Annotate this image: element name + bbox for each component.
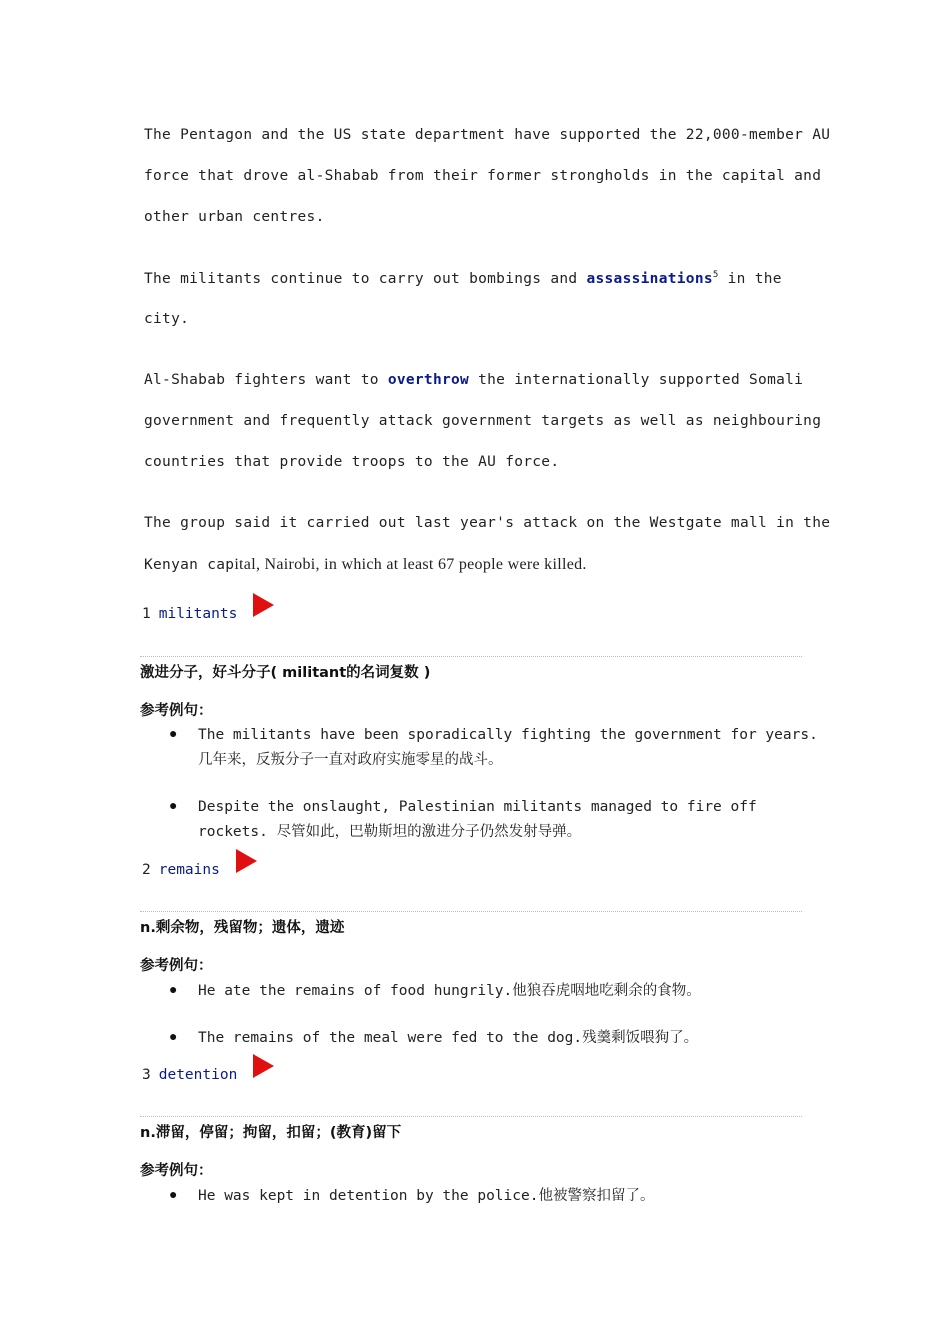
play-icon[interactable] [236, 849, 257, 873]
paragraph-line: city. [144, 311, 190, 327]
keyword-text: assassinations [586, 270, 713, 287]
example-zh: 几年来，反叛分子一直对政府实施零星的战斗。 [198, 752, 503, 768]
paragraph-line [144, 556, 587, 574]
text: the internationally supported Somali [469, 372, 804, 388]
paragraph-line: The group said it carried out last year's attack on the Westgate mall in the [144, 515, 831, 531]
play-icon[interactable] [253, 1054, 274, 1078]
example-sentence: The remains of the meal were fed to the dog.残羹剩饭喂狗了。 [198, 1030, 699, 1046]
paragraph-line [144, 372, 803, 388]
keyword-link[interactable] [586, 271, 718, 287]
bullet-icon: ● [169, 727, 178, 742]
paragraph-line: other urban centres. [144, 209, 325, 225]
paragraph-line: The Pentagon and the US state department have supported the 22,000-member AU [144, 127, 831, 143]
entry-number: 3 [142, 1067, 151, 1083]
text: ital, Nairobi, in which at least 67 people were killed. [234, 556, 587, 573]
paragraph-line [144, 270, 782, 287]
example-en: Despite the onslaught, Palestinian militants managed to fire off [198, 799, 757, 815]
paragraph-line: force that drove al-Shabab from their former strongholds in the capital and [144, 168, 822, 184]
entry-number: 1 [142, 606, 151, 622]
bullet-icon: ● [169, 1030, 178, 1045]
divider [140, 911, 802, 912]
examples-label: 参考例句： [140, 1163, 213, 1179]
definition: 激进分子，好斗分子( militant的名词复数 ) [140, 665, 431, 681]
vocab-word[interactable]: remains [158, 862, 220, 878]
entry-number: 2 [142, 862, 151, 878]
examples-label: 参考例句： [140, 703, 213, 719]
vocab-entry-header [142, 1067, 274, 1083]
vocab-entry-header [142, 862, 257, 878]
text: The militants continue to carry out bombings and [144, 270, 587, 287]
divider [140, 656, 802, 657]
definition: n.剩余物，残留物；遗体，遗迹 [140, 920, 345, 936]
bullet-icon: ● [169, 983, 178, 998]
example-en-zh: rockets. 尽管如此，巴勒斯坦的激进分子仍然发射导弹。 [198, 824, 582, 840]
definition: n.滞留，停留；拘留，扣留；(教育)留下 [140, 1125, 402, 1141]
divider [140, 1116, 802, 1117]
bullet-icon: ● [169, 799, 178, 814]
vocab-word[interactable]: detention [158, 1067, 238, 1083]
example-sentence [198, 795, 798, 845]
examples-label: 参考例句： [140, 958, 213, 974]
text: in the [718, 270, 782, 287]
keyword-link[interactable]: overthrow [387, 372, 470, 388]
example-sentence [198, 723, 818, 773]
paragraph-line: countries that provide troops to the AU force. [144, 454, 560, 470]
example-sentence: He was kept in detention by the police.他被警察扣留了。 [198, 1188, 655, 1204]
text: Al-Shabab fighters want to [144, 372, 388, 388]
paragraph-line: government and frequently attack government targets as well as neighbouring [144, 413, 822, 429]
footnote-ref: 5 [712, 270, 719, 280]
bullet-icon: ● [169, 1188, 178, 1203]
play-icon[interactable] [253, 593, 274, 617]
text: Kenyan cap [144, 557, 235, 573]
vocab-word[interactable]: militants [158, 606, 238, 622]
example-en: The militants have been sporadically fighting the government for years. [198, 727, 818, 743]
vocab-entry-header [142, 606, 274, 622]
example-sentence: He ate the remains of food hungrily.他狼吞虎咽地吃剩余的食物。 [198, 983, 701, 999]
